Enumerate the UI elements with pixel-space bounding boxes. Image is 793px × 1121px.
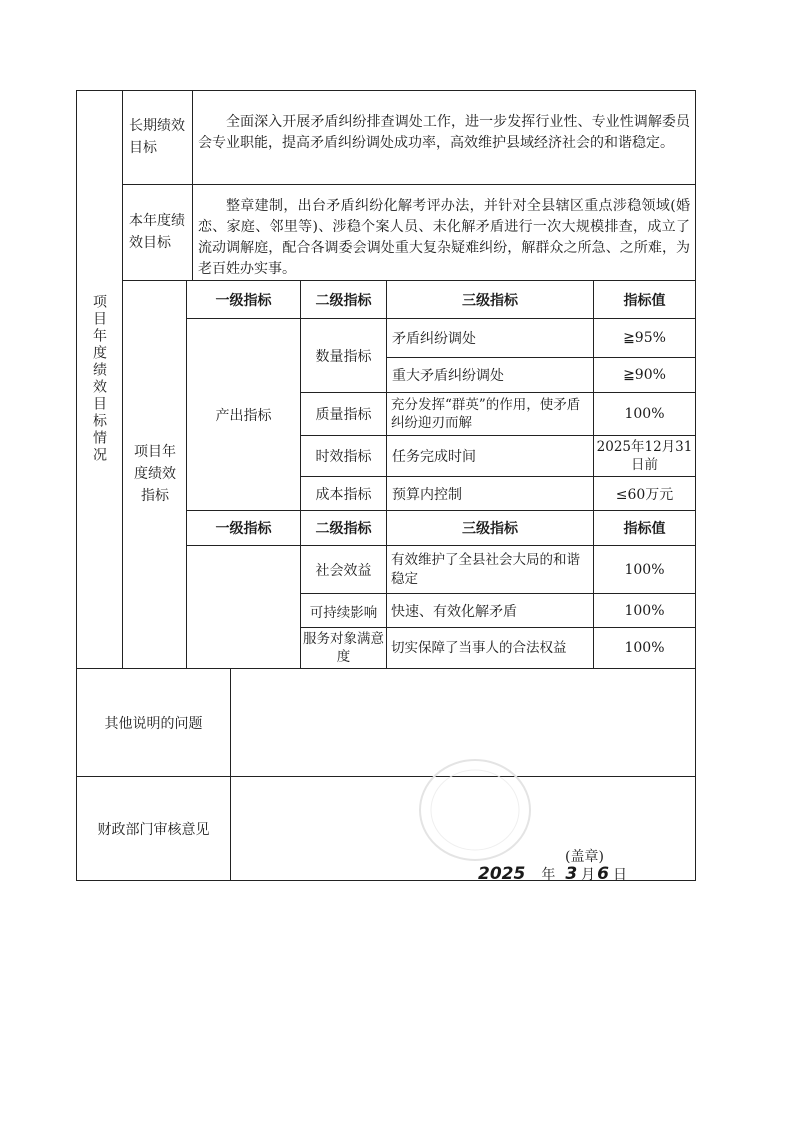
grid-line — [192, 90, 193, 280]
benefit-row-2-level2: 可持续影响 — [309, 604, 378, 621]
benefit-row-2-value: 100% — [624, 602, 665, 619]
table-border-right — [695, 90, 696, 880]
benefit-row-1-level3: 有效维护了全县社会大局的和谐稳定 — [391, 551, 580, 587]
long-term-label-cell — [124, 92, 190, 182]
date-day: 6 — [597, 864, 610, 884]
stamp-label: (盖章) — [565, 849, 604, 865]
indicators-label-cell — [124, 282, 186, 666]
finance-review-label: 财政部门审核意见 — [97, 821, 210, 838]
output-row-5-level2: 成本指标 — [315, 486, 372, 503]
left-section-label: 项目年度绩效目标情况 — [91, 294, 107, 464]
long-term-text: 全面深入开展矛盾纠纷排查调处工作，进一步发挥行业性、专业性调解委员会专业职能，提高矛盾纠纷调处成功率，高效维护县域经济社会的和谐稳定。 — [198, 114, 690, 151]
annual-cell — [198, 196, 690, 280]
output-row-4-level3: 任务完成时间 — [392, 449, 476, 465]
date-year: 2025 — [478, 864, 526, 884]
grid-line — [230, 668, 231, 880]
left-section-cell — [76, 90, 122, 668]
benefit-row-3-level3: 切实保障了当事人的合法权益 — [391, 640, 567, 656]
table-border-top — [76, 90, 696, 91]
date-day-unit: 日 — [613, 867, 628, 883]
output-row-3-level3: 充分发挥“群英”的作用，使矛盾纠纷迎刃而解 — [391, 397, 581, 431]
quantity-level2: 数量指标 — [315, 348, 372, 365]
long-term-cell — [198, 112, 690, 154]
output-row-3-level2: 质量指标 — [315, 407, 372, 423]
benefit-row-1-level2: 社会效益 — [315, 562, 372, 579]
annual-label-cell — [124, 186, 190, 278]
other-notes-label: 其他说明的问题 — [104, 715, 203, 732]
benefit-row-3-value: 100% — [624, 640, 665, 656]
output-row-2-level3: 重大矛盾纠纷调处 — [392, 368, 504, 384]
header2-value: 指标值 — [623, 521, 666, 537]
benefit-row-1-value: 100% — [624, 561, 665, 578]
header-value: 指标值 — [623, 292, 666, 309]
output-level1: 产出指标 — [215, 407, 272, 424]
indicators-label: 项目年度绩效指标 — [134, 444, 176, 504]
output-row-1-value: ≧95% — [623, 330, 666, 346]
header2-level2: 二级指标 — [315, 521, 372, 537]
grid-line — [122, 90, 123, 668]
grid-line — [122, 184, 696, 185]
official-seal — [415, 755, 535, 865]
output-row-5-level3: 预算内控制 — [392, 486, 462, 503]
date-year-unit: 年 — [541, 867, 556, 883]
date-month-unit: 月 — [581, 867, 596, 883]
date-month: 3 — [565, 864, 578, 884]
header2-level1: 一级指标 — [215, 521, 272, 537]
header2-level3: 三级指标 — [462, 521, 518, 537]
output-row-5-value: ≤60万元 — [615, 486, 674, 503]
annual-label: 本年度绩效目标 — [129, 213, 185, 251]
review-date — [478, 864, 627, 886]
output-row-4-value: 2025年12月31日前 — [596, 439, 693, 473]
long-term-label: 长期绩效目标 — [129, 118, 185, 156]
output-row-1-level3: 矛盾纠纷调处 — [392, 331, 476, 347]
header-level1: 一级指标 — [215, 292, 272, 309]
grid-line — [386, 280, 387, 668]
benefit-row-3-level2: 服务对象满意度 — [303, 631, 384, 665]
header-level2: 二级指标 — [315, 292, 372, 309]
benefit-row-2-level3: 快速、有效化解矛盾 — [391, 603, 517, 620]
output-row-3-value: 100% — [624, 406, 665, 422]
header-level3: 三级指标 — [462, 292, 518, 309]
annual-text: 整章建制，出台矛盾纠纷化解考评办法，并针对全县辖区重点涉稳领域(婚恋、家庭、邻里等)、涉稳个案人员、未化解矛盾进行一次大规模排查，成立了流动调解庭，配合各调委会调处重大复杂疑难纠纷，解群众之所急、之所难，为老百姓办实事。 — [198, 198, 690, 277]
output-row-2-value: ≧90% — [623, 367, 666, 383]
output-row-4-level2: 时效指标 — [315, 449, 372, 465]
